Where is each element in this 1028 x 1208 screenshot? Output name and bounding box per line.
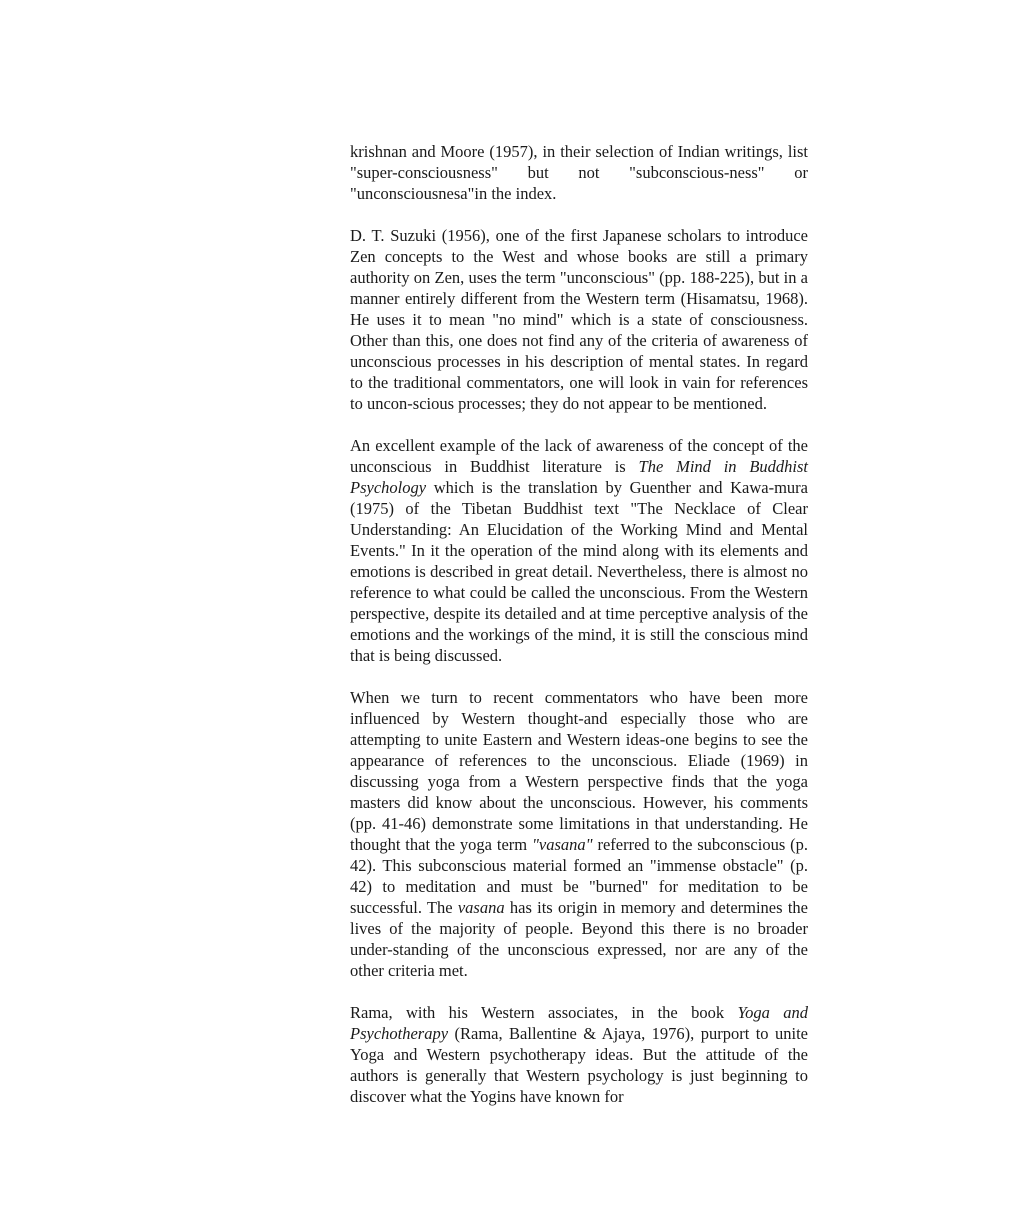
paragraph-3 (350, 435, 808, 666)
paragraph-text: When we turn to recent commentators who have been more influenced by Western thought-and especially those who are attempting to unite Eastern and Western ideas-one begins to see the appearance of references to the unconscious. Eliade (1969) in discussing yoga from a Western perspective finds that the yoga masters did know about the unconscious. However, his comments (pp. 41-46) demonstrate some limitations in that understanding. He thought that the yoga term (350, 688, 808, 854)
paragraph-text: referred to the subconscious (p. 42). This subconscious material formed an "immense obstacle" (p. 42) to meditation and must be "burned" for meditation to be successful. The (350, 835, 808, 917)
term-vasana: vasana (457, 898, 505, 917)
term-vasana-quoted: "vasana" (531, 835, 593, 854)
book-title: Yoga and Psychotherapy (350, 1003, 808, 1043)
paragraph-text: D. T. Suzuki (1956), one of the first Japanese scholars to introduce Zen concepts to the West and whose books are still a primary authority on Zen, uses the term "unconscious" (pp. 188-225), but in a manner entirely different from the Western term (Hisamatsu, 1968). He uses it to mean "no mind" which is a state of consciousness. Other than this, one does not find any of the criteria of awareness of unconscious processes in his description of mental states. In regard to the traditional commentators, one will look in vain for references to uncon-scious processes; they do not appear to be mentioned. (350, 226, 808, 413)
paragraph-text: which is the translation by Guenther and Kawa-mura (1975) of the Tibetan Buddhist text "The Necklace of Clear Understanding: An Elucidation of the Working Mind and Mental Events." In it the operation of the mind along with its elements and emotions is described in great detail. Nevertheless, there is almost no reference to what could be called the unconscious. From the Western perspective, despite its detailed and at time perceptive analysis of the emotions and the workings of the mind, it is still the conscious mind that is being discussed. (350, 478, 808, 665)
paragraph-text: (Rama, Ballentine & Ajaya, 1976), purport to unite Yoga and Western psychotherapy ideas. But the attitude of the authors is generally that Western psychology is just beginning to discover what the Yogins have known for (350, 1024, 808, 1106)
paragraph-text: Rama, with his Western associates, in the book (350, 1003, 738, 1022)
document-page (350, 141, 808, 1128)
paragraph-4 (350, 687, 808, 981)
paragraph-5 (350, 1002, 808, 1107)
paragraph-text: has its origin in memory and determines the lives of the majority of people. Beyond this there is no broader under-standing of the unconscious expressed, nor are any of the other criteria met. (350, 898, 808, 980)
paragraph-1 (350, 141, 808, 204)
paragraph-2 (350, 225, 808, 414)
paragraph-text: An excellent example of the lack of awareness of the concept of the unconscious in Buddhist literature is (350, 436, 808, 476)
book-title: The Mind in Buddhist Psychology (350, 457, 808, 497)
paragraph-text: krishnan and Moore (1957), in their selection of Indian writings, list "super-consciousness" but not "subconscious-ness" or "unconsciousnesa"in the index. (350, 142, 808, 203)
